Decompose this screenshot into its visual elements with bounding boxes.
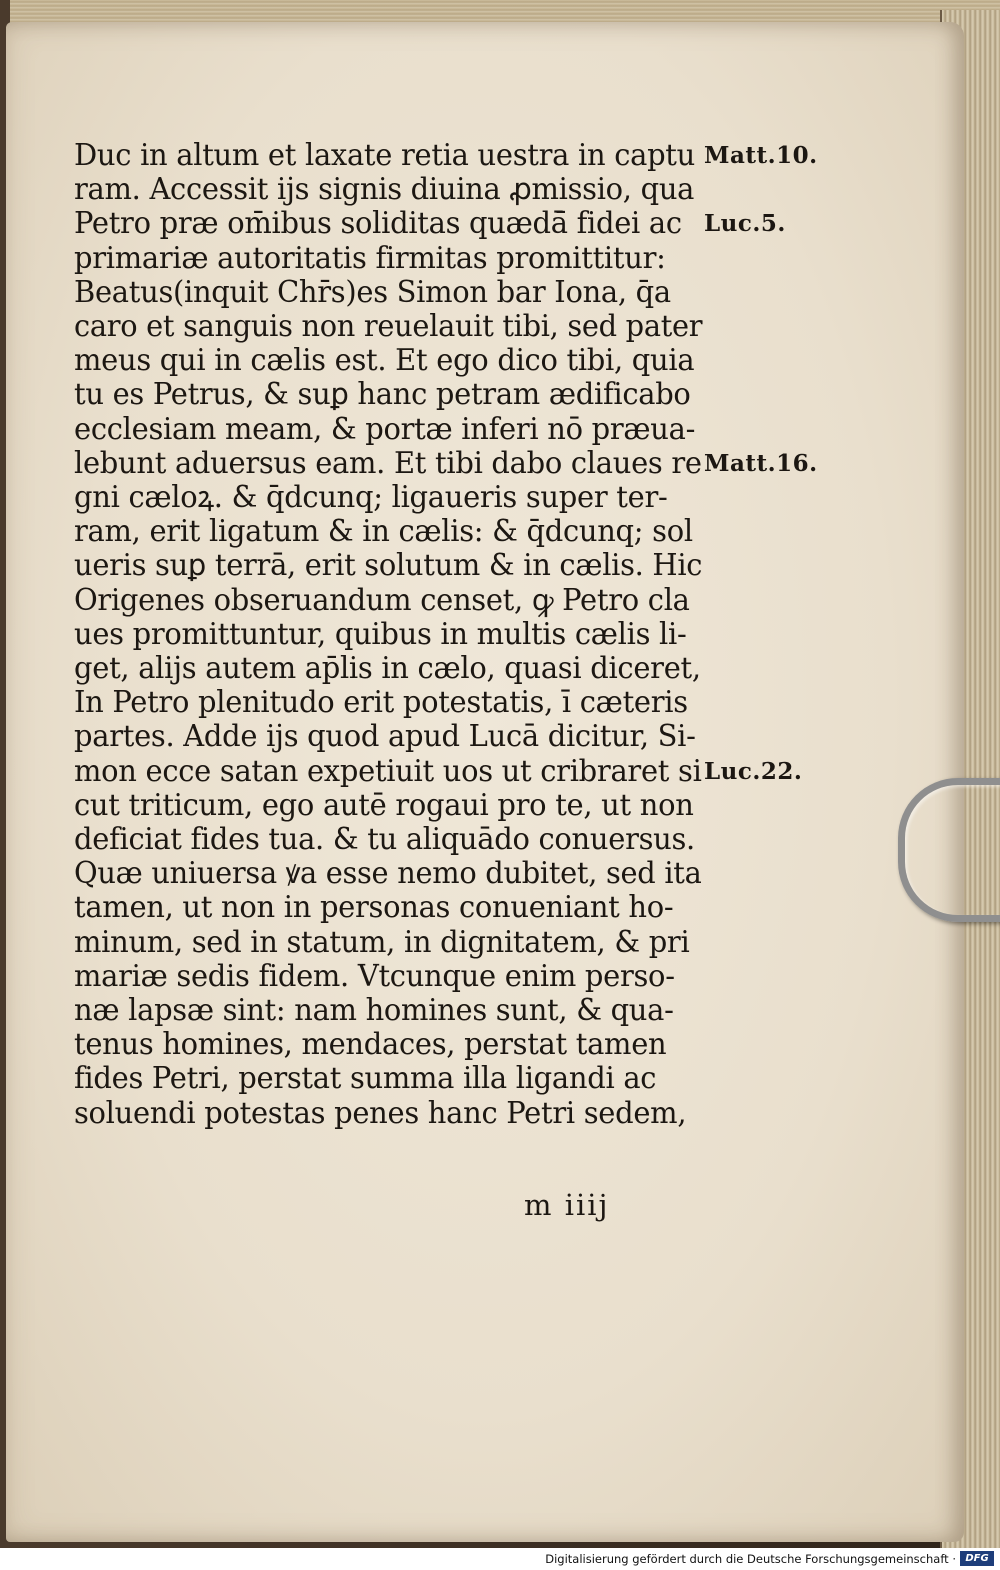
body-text — [74, 138, 714, 1130]
margin-note: Luc.22. — [704, 757, 803, 785]
text-line: Quæ uniuersa ꝟa esse nemo dubitet, sed ita — [74, 856, 702, 891]
funding-note: Digitalisierung gefördert durch die Deutsche Forschungsgemeinschaft · — [545, 1552, 956, 1566]
text-line: Origenes obseruandum censet, ꝙ Petro cla — [74, 582, 690, 617]
dfg-logo: DFG — [960, 1551, 994, 1566]
text-line: ues promittuntur, quibus in multis cælis li- — [74, 616, 687, 651]
book-clasp — [898, 778, 1000, 922]
text-line: tamen, ut non in personas conueniant ho- — [74, 890, 674, 925]
text-line: deficiat fides tua. & tu aliquādo conuersus. — [74, 822, 695, 857]
text-line: ecclesiam meam, & portæ inferi nō præua- — [74, 411, 696, 446]
text-line: caro et sanguis non reuelauit tibi, sed pater — [74, 309, 703, 344]
margin-note: Matt.10. — [704, 142, 818, 169]
text-line: mon ecce satan expetiuit uos ut cribraret si — [74, 753, 702, 788]
text-line: ram. Accessit ijs signis diuina ꝓmissio, qua — [74, 172, 695, 207]
text-line: get, alijs autem ap̄lis in cælo, quasi diceret, — [74, 651, 701, 686]
text-line: gni cæloꝝ. & q̄dcunq; ligaueris super ter- — [74, 480, 668, 515]
text-line: mariæ sedis fidem. Vtcunque enim perso- — [74, 958, 675, 993]
text-line: meus qui in cælis est. Et ego dico tibi, quia — [74, 343, 695, 378]
text-line: tu es Petrus, & suꝑ hanc petram ædificabo — [74, 377, 691, 412]
margin-note: Luc.5. — [704, 210, 786, 238]
text-line: partes. Adde ijs quod apud Lucā dicitur, Si- — [74, 719, 696, 754]
margin-note: Matt.16. — [704, 449, 818, 477]
text-line: Petro præ om̄ibus soliditas quædā̄ fidei ac — [74, 206, 682, 241]
text-line: Duc in altum et laxate retia uestra in captu — [74, 138, 695, 172]
text-line: næ lapsæ sint: nam homines sunt, & qua- — [74, 993, 674, 1028]
text-line: soluendi potestas penes hanc Petri sedem, — [74, 1095, 687, 1130]
text-line: primariæ autoritatis firmitas promittitur: — [74, 240, 666, 275]
footer-bar — [0, 1548, 1000, 1570]
signature-mark: m iiij — [524, 1188, 610, 1222]
text-line: minum, sed in statum, in dignitatem, & pri — [74, 924, 690, 959]
text-line: tenus homines, mendaces, perstat tamen — [74, 1027, 667, 1062]
text-line: lebunt aduersus eam. Et tibi dabo claues re — [74, 445, 702, 480]
text-line: ram, erit ligatum & in cælis: & q̄dcunq; sol — [74, 514, 693, 549]
text-line: fides Petri, perstat summa illa ligandi ac — [74, 1061, 657, 1096]
text-line: ueris suꝑ terrā, erit solutum & in cælis. Hic — [74, 548, 703, 583]
text-line: cut triticum, ego autē rogaui pro te, ut non — [74, 787, 694, 822]
text-line: In Petro plenitudo erit potestatis, ī cæteris — [74, 685, 688, 720]
text-line: Beatus(inquit Chr̄s)es Simon bar Iona, q̄a — [74, 274, 671, 309]
